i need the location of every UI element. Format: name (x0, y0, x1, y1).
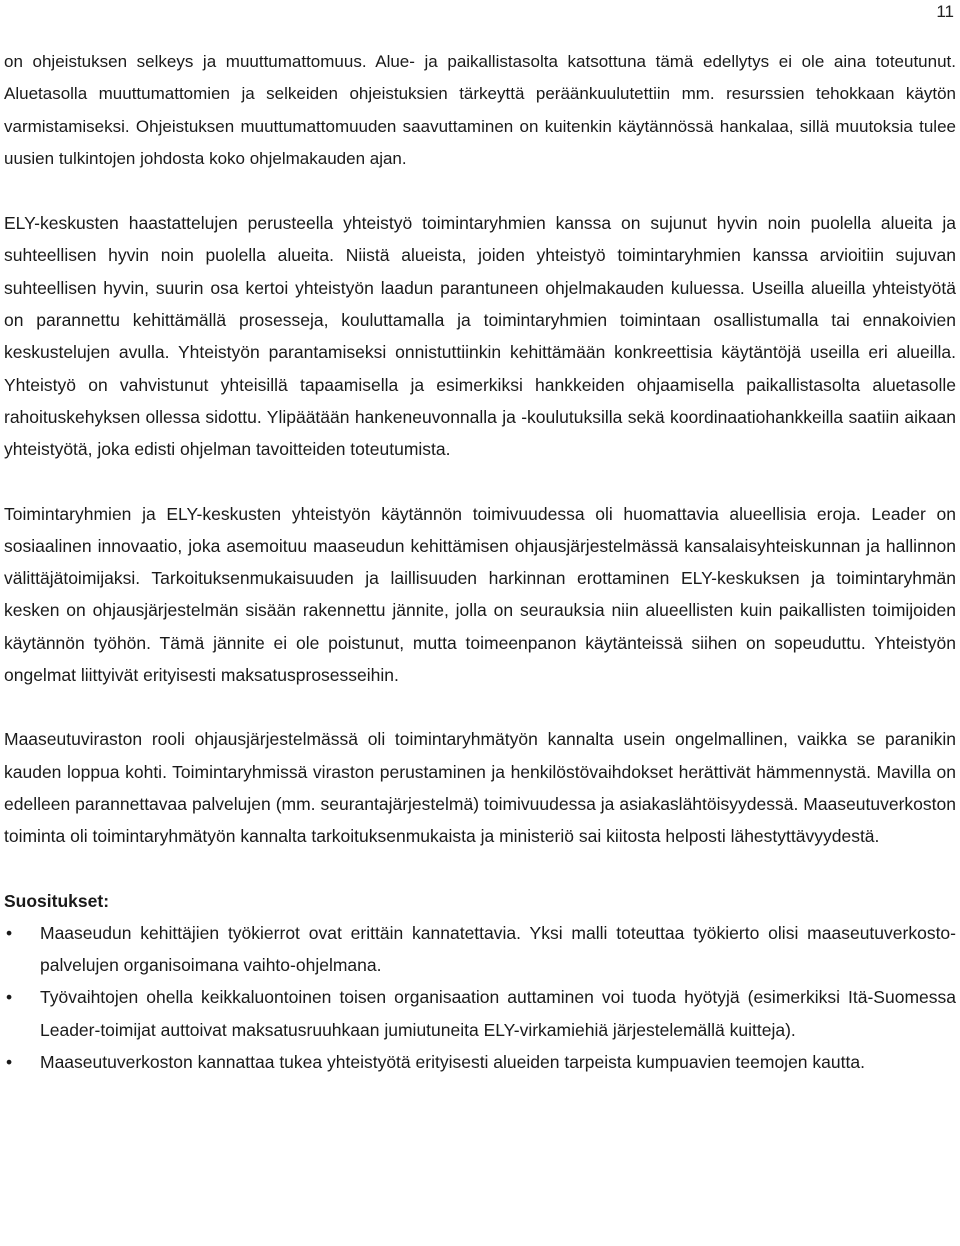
document-body (4, 46, 956, 1078)
recommendations-list (4, 917, 956, 1078)
recommendation-text: Työvaihtojen ohella keikkaluontoinen toisen organisaation auttaminen voi tuoda hyötyjä (esimerkiksi Itä-Suomessa Leader-toimijat auttoivat maksatusruuhkaan jumiutuneita ELY-virkamiehiä järjestelemällä kuitteja). (40, 987, 956, 1040)
paragraph-ely-cooperation: ELY-keskusten haastattelujen perusteella yhteistyö toimintaryhmien kanssa on sujunut hyvin noin puolella alueita ja suhteellisen hyvin noin puolella alueita. Niistä alueista, joiden yhteistyö toimintaryhmien kanssa arvioitiin sujuvan suhteellisen hyvin, suurin osa kertoi yhteistyön laadun parantuneen ohjelmakauden kuluessa. Useilla alueilla yhteistyötä on parannettu kehittämällä prosesseja, kouluttamalla ja toimintaryhmien toimintaan osallistumalla tai ennakoivien keskustelujen avulla. Yhteistyön parantamiseksi onnistuttiinkin kehittämään konkreettisia käytäntöjä useilla eri alueilla. Yhteistyö on vahvistunut yhteisillä tapaamisella ja esimerkiksi hankkeiden ohjaamisella paikallistasolta aluetasolle rahoituskehyksen ollessa sidottu. Ylipäätään hankeneuvonnalla ja -koulutuksilla sekä koordinaatiohankkeilla saatiin aikaan yhteistyötä, joka edisti ohjelman tavoitteiden toteutumista. (4, 213, 956, 460)
paragraph-spacer (4, 466, 956, 498)
recommendations-heading: Suositukset: (4, 890, 110, 911)
page-number: 11 (936, 2, 954, 21)
paragraph-guidance-stability: on ohjeistuksen selkeys ja muuttumattomuus. Alue- ja paikallistasolta katsottuna tämä edellytys ei ole aina toteutunut. Aluetasolla muuttumattomien ja selkeiden ohjeistuksien tärkeyttä peräänkuulutettiin mm. resurssien tehokkaan käytön varmistamiseksi. Ohjeistuksen muuttumattomuuden saavuttaminen on kuitenkin käytännössä hankalaa, sillä muutoksia tulee uusien tulkintojen johdosta koko ohjelmakauden ajan. (4, 52, 956, 168)
recommendation-text: Maaseutuverkoston kannattaa tukea yhteistyötä erityisesti alueiden tarpeista kumpuavien teemojen kautta. (40, 1052, 865, 1073)
bullet-icon: • (6, 922, 13, 943)
bullet-icon: • (6, 1052, 13, 1073)
paragraph-spacer (4, 691, 956, 723)
paragraph-spacer (4, 853, 956, 885)
paragraph-regional-differences: Toimintaryhmien ja ELY-keskusten yhteistyön käytännön toimivuudessa oli huomattavia alueellisia eroja. Leader on sosiaalinen innovaatio, joka asemoituu maaseudun kehittämisen ohjausjärjestelmässä kansalaisyhteiskunnan ja hallinnon välittäjätoimijaksi. Tarkoituksenmukaisuuden ja laillisuuden harkinnan erottaminen ELY-keskuksen ja toimintaryhmän kesken on ohjausjärjestelmän sisään rakennettu jännite, jolla on seurauksia niin alueellisten kuin paikallisten toimijoiden käytännön työhön. Tämä jännite ei ole poistunut, mutta toimeenpanon käytänteissä siihen on sopeuduttu. Yhteistyön ongelmat liittyivät erityisesti maksatusprosesseihin. (4, 503, 956, 686)
paragraph-agency-role: Maaseutuviraston rooli ohjausjärjestelmässä oli toimintaryhmätyön kannalta usein ongelmallinen, vaikka se paranikin kauden loppua kohti. Toimintaryhmissä viraston perustaminen ja henkilöstövaihdokset herättivät hämmennystä. Mavilla on edelleen parannettavaa palvelujen (mm. seurantajärjestelmä) toimivuudessa ja asiakaslähtöisyydessä. Maaseutuverkoston toiminta oli toimintaryhmätyön kannalta tarkoituksenmukaista ja ministeriö sai kiitosta helposti lähestyttävyydestä. (4, 729, 956, 847)
bullet-icon: • (6, 987, 13, 1008)
recommendation-item (4, 917, 956, 982)
recommendation-item (4, 1046, 956, 1078)
recommendation-text: Maaseudun kehittäjien työkierrot ovat erittäin kannatettavia. Yksi malli toteuttaa työkierto olisi maaseutuverkosto-palvelujen organisoimana vaihto-ohjelmana. (40, 922, 956, 976)
paragraph-spacer (4, 175, 956, 207)
recommendation-item (4, 981, 956, 1046)
